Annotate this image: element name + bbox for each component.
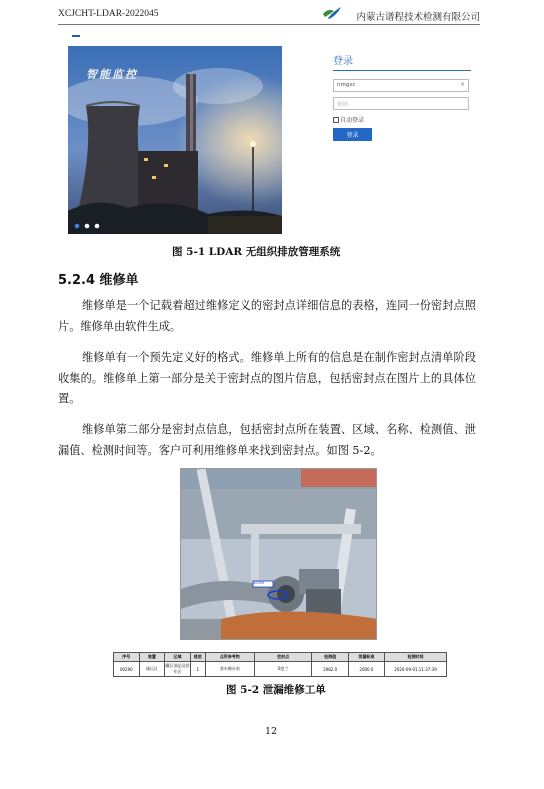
- clear-icon[interactable]: ×: [459, 81, 465, 88]
- username-input[interactable]: [333, 79, 469, 92]
- cell-area: 罐区油品及装车区: [165, 662, 191, 677]
- leak-tag-label: 00290: [253, 581, 265, 585]
- header-seq: 序号: [114, 653, 140, 662]
- header-floor: 楼层: [190, 653, 205, 662]
- cell-value: 2982.0: [312, 662, 348, 677]
- header-area: 区域: [165, 653, 191, 662]
- paragraph-1: 维修单是一个记载着超过维修定义的密封点详细信息的表格，连同一份密封点照片。维修单由软件生成。: [58, 299, 476, 333]
- figure-5-1-caption: 图 5-1 LDAR 无组织排放管理系统: [172, 246, 341, 258]
- header-time: 检测时间: [385, 653, 447, 662]
- figure-5-2-caption: 图 5-2 泄漏维修工单: [226, 684, 326, 696]
- remember-label: 自动登录: [340, 117, 365, 124]
- header-unit: 装置: [139, 653, 165, 662]
- table-header-row: [114, 653, 447, 662]
- cell-standard: 2000.0: [348, 662, 384, 677]
- login-title: 登录: [333, 56, 353, 67]
- carousel-dots[interactable]: [74, 223, 104, 229]
- login-title-underline: [333, 70, 471, 71]
- header-reference: 点所参考物: [205, 653, 254, 662]
- accent-dash: [72, 35, 80, 37]
- cell-reference: 装车鹤台南: [205, 662, 254, 677]
- header-company: 内蒙古谱程技术检测有限公司: [356, 12, 480, 23]
- cell-seal-point: 0度兰: [254, 662, 312, 677]
- login-button[interactable]: 登录: [333, 128, 372, 141]
- remember-me[interactable]: [333, 115, 473, 124]
- header-doc-id: XCJCHT-LDAR-2022045: [58, 9, 159, 19]
- password-placeholder: 密码: [337, 102, 349, 108]
- repair-order-table: [113, 652, 447, 677]
- paragraph-3: 维修单第二部分是密封点信息，包括密封点所在装置、区域、名称、检测值、泄漏值、检测时间等。客户可利用维修单来找到密封点。如图 5-2。: [58, 423, 476, 457]
- page-number: 12: [265, 726, 278, 737]
- table-row: [114, 662, 447, 677]
- password-input[interactable]: [333, 97, 469, 110]
- cell-floor: 1: [190, 662, 205, 677]
- cell-seq: 00290: [114, 662, 140, 677]
- header-value: 检测值: [312, 653, 348, 662]
- section-title: 5.2.4 维修单: [58, 273, 139, 288]
- login-panel: [333, 52, 473, 141]
- paragraph-2: 维修单有一个预先定义好的格式。维修单上所有的信息是在制作密封点清单阶段收集的。维修单上第一部分是关于密封点的图片信息，包括密封点在图片上的具体位置。: [58, 351, 476, 405]
- username-value: nmgxc: [337, 82, 356, 88]
- leak-point-photo: [180, 468, 377, 640]
- remember-checkbox[interactable]: [333, 117, 339, 123]
- cell-unit: 储运区: [139, 662, 165, 677]
- header-divider: [58, 24, 480, 25]
- photo-overlay-title: 智能监控: [86, 68, 138, 81]
- cell-time: 2020-09-01 11:37:39: [385, 662, 447, 677]
- header-standard: 泄漏标准: [348, 653, 384, 662]
- company-logo-icon: [322, 5, 342, 21]
- header-seal-point: 密封点: [254, 653, 312, 662]
